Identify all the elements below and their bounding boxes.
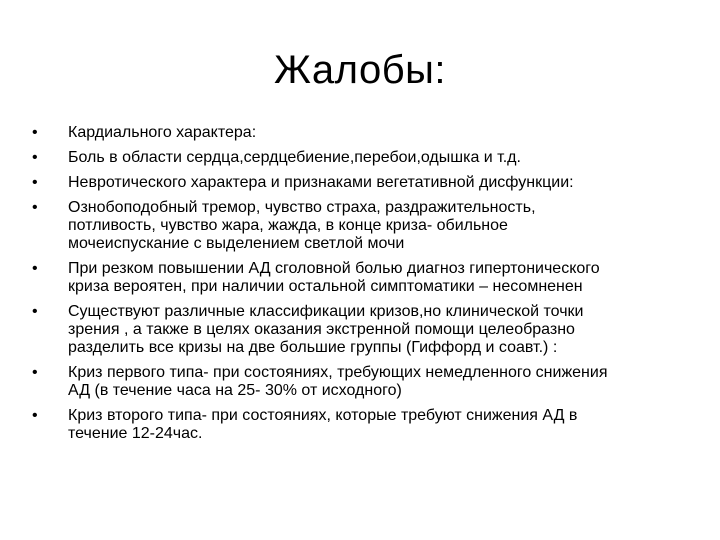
list-item <box>32 364 692 400</box>
slide-title: Жалобы: <box>274 48 446 92</box>
bullet-text: Ознобоподобный тремор, чувство страха, раздражительность, потливость, чувство жара, жажда, в конце криза- обильное мочеиспускание с выделением светлой мочи <box>68 199 536 252</box>
bullet-list <box>32 124 692 450</box>
list-item <box>32 124 692 142</box>
bullet-marker: • <box>32 364 38 381</box>
bullet-marker: • <box>32 124 38 141</box>
bullet-marker: • <box>32 407 38 424</box>
list-item <box>32 260 692 296</box>
bullet-marker: • <box>32 260 38 277</box>
list-item <box>32 174 692 192</box>
bullet-marker: • <box>32 149 38 166</box>
list-item <box>32 303 692 357</box>
bullet-text: Кардиального характера: <box>68 124 257 141</box>
bullet-text: Криз второго типа- при состояниях, которые требуют снижения АД в течение 12-24час. <box>68 407 578 442</box>
bullet-text: При резком повышении АД сголовной болью диагноз гипертонического криза вероятен, при наличии остальной симптоматики – несомненен <box>68 260 600 295</box>
bullet-marker: • <box>32 174 38 191</box>
list-item <box>32 149 692 167</box>
bullet-marker: • <box>32 303 38 320</box>
bullet-marker: • <box>32 199 38 216</box>
list-item <box>32 407 692 443</box>
list-item <box>32 199 692 253</box>
bullet-text: Существуют различные классификации кризов,но клинической точки зрения , а также в целях оказания экстренной помощи целеобразно разделить все кризы на две большие группы (Гиффорд и соавт.) : <box>68 303 584 356</box>
bullet-text: Невротического характера и признаками вегетативной дисфункции: <box>68 174 574 191</box>
bullet-text: Боль в области сердца,сердцебиение,перебои,одышка и т.д. <box>68 149 521 166</box>
bullet-text: Криз первого типа- при состояниях, требующих немедленного снижения АД (в течение часа на 25- 30% от исходного) <box>68 364 608 399</box>
